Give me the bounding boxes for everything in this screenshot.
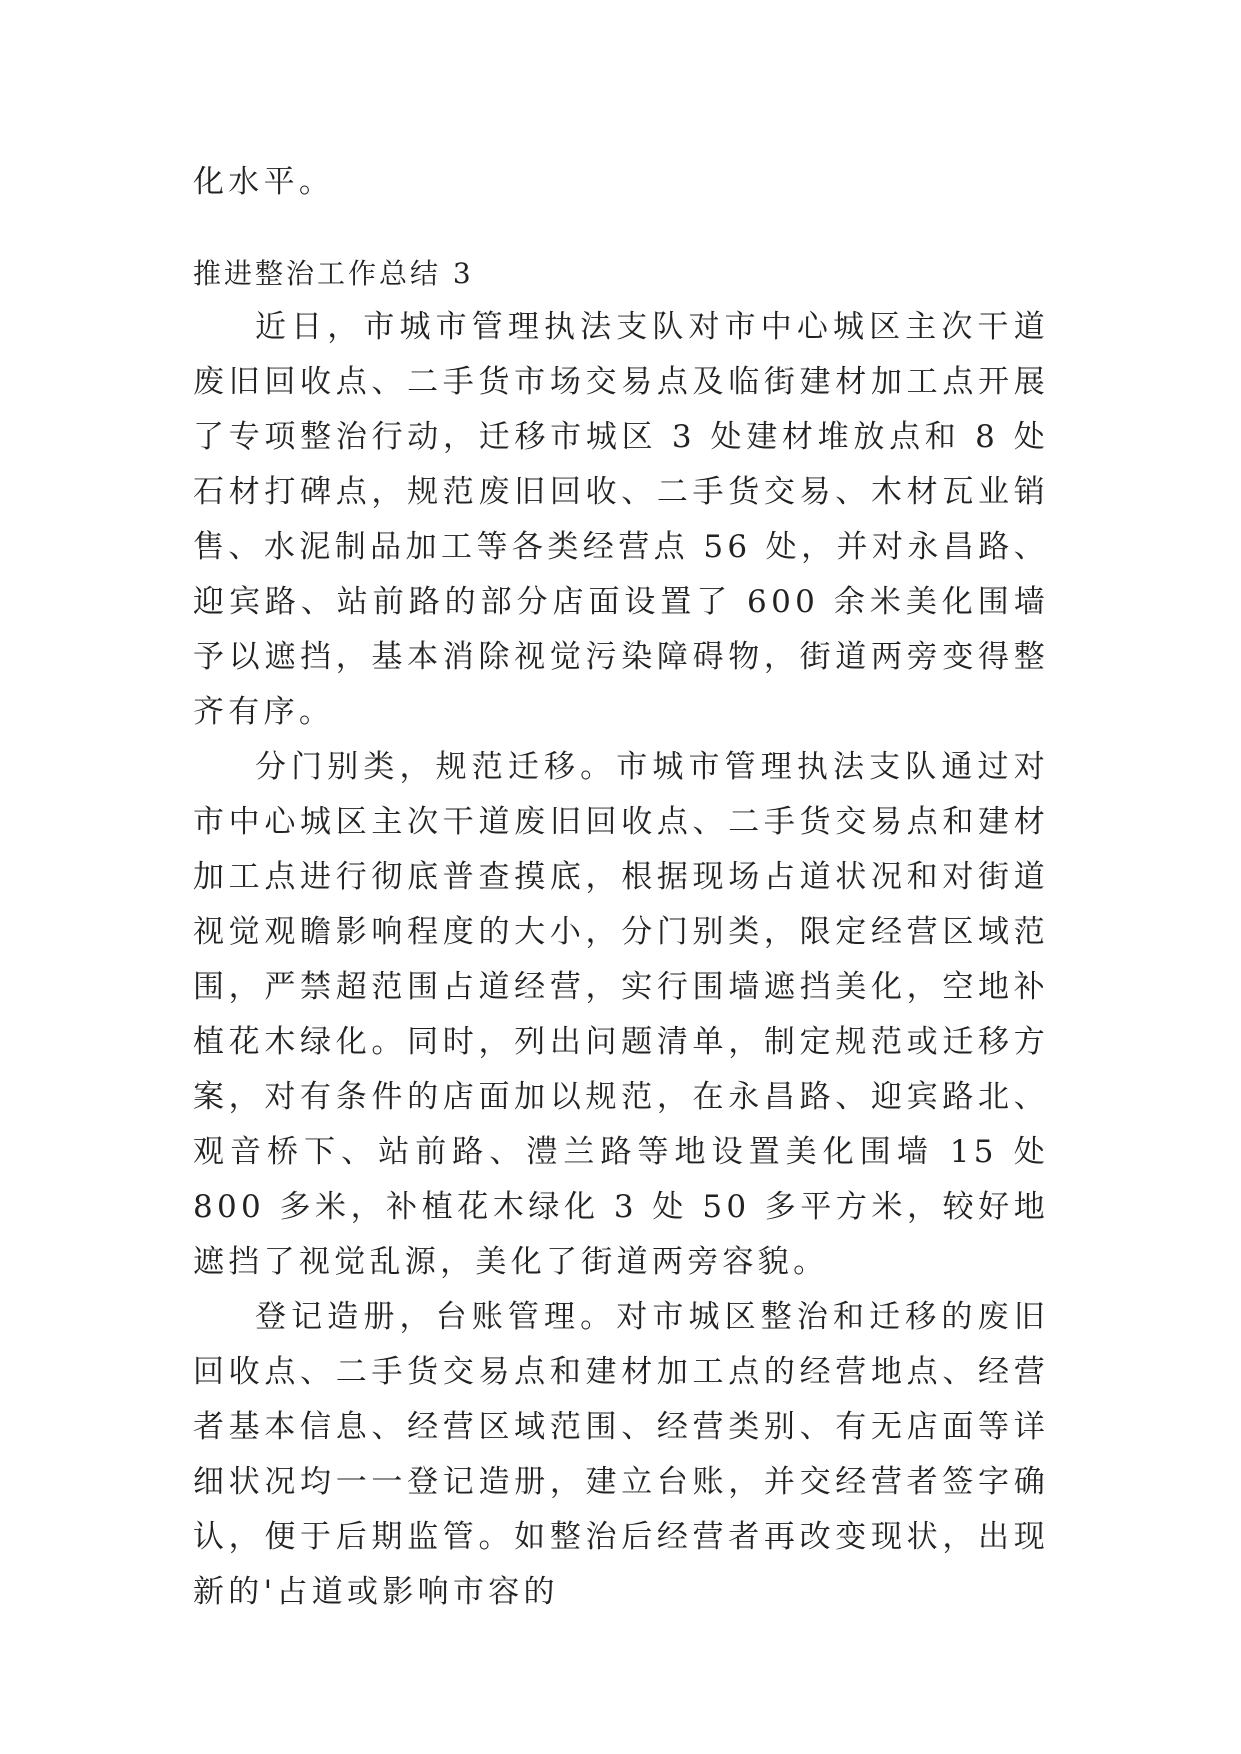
intro-tail-text: 化水平。 [193,164,335,200]
document-body [193,155,1049,1620]
paragraph-2: 分门别类，规范迁移。市城市管理执法支队通过对市中心城区主次干道废旧回收点、二手货交易点和建材加工点进行彻底普查摸底，根据现场占道状况和对街道视觉观瞻影响程度的大小，分门别类，限定经营区域范围，严禁超范围占道经营，实行围墙遮挡美化，空地补植花木绿化。同时，列出问题清单，制定规范或迁移方案，对有条件的店面加以规范，在永昌路、迎宾路北、观音桥下、站前路、澧兰路等地设置美化围墙 15 处 800 多米，补植花木绿化 3 处 50 多平方米，较好地遮挡了视觉乱源，美化了街道两旁容貌。 [193,749,1049,1280]
paragraph-3: 登记造册，台账管理。对市城区整治和迁移的废旧回收点、二手货交易点和建材加工点的经营地点、经营者基本信息、经营区域范围、经营类别、有无店面等详细状况均一一登记造册，建立台账，并交经营者签字确认，便于后期监管。如整治后经营者再改变现状，出现新的'占道或影响市容的 [193,1299,1049,1610]
paragraph-1: 近日，市城市管理执法支队对市中心城区主次干道废旧回收点、二手货市场交易点及临街建材加工点开展了专项整治行动，迁移市城区 3 处建材堆放点和 8 处石材打碑点，规范废旧回收、二手货交易、木材瓦业销售、水泥制品加工等各类经营点 56 处，并对永昌路、迎宾路、站前路的部分店面设置了 600 余米美化围墙予以遮挡，基本消除视觉污染障碍物，街道两旁变得整齐有序。 [193,309,1049,730]
section-heading: 推进整治工作总结 3 [193,257,474,290]
